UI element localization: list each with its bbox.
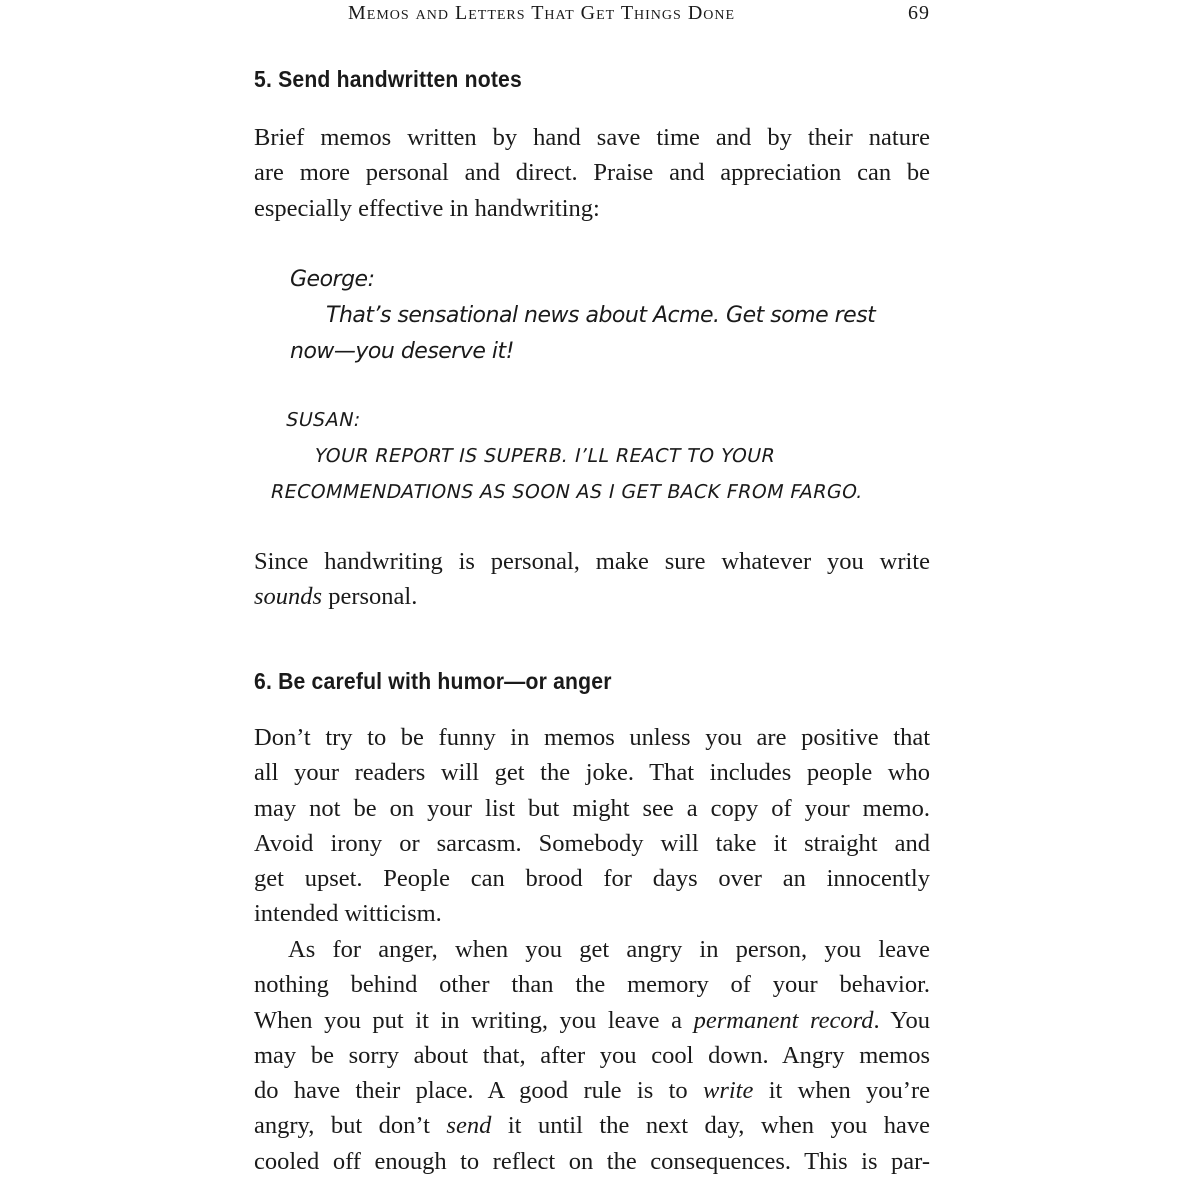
text-line <box>254 1073 930 1108</box>
text-line: Brief memos written by hand save time and by their nature <box>254 124 930 151</box>
text-fragment: it when you’re <box>753 1077 930 1105</box>
text-line: may be sorry about that, after you cool down. Angry memos <box>254 1041 930 1069</box>
section-5-intro <box>254 120 930 226</box>
text-line: are more personal and direct. Praise and appreciation can be <box>254 159 930 187</box>
text-line: especially effective in handwriting: <box>254 194 600 222</box>
section-6-heading: 6. Be careful with humor—or anger <box>254 668 612 694</box>
note-recipient: George: <box>290 267 375 292</box>
note-recipient: SUSAN: <box>283 409 363 431</box>
running-head-title: Memos and Letters That Get Things Done <box>348 2 736 24</box>
text-line: Since handwriting is personal, make sure whatever you write <box>254 548 930 575</box>
text-fragment: . You <box>873 1006 930 1034</box>
text-fragment: it until the next day, when you have <box>491 1112 930 1140</box>
text-fragment: When you put it in writing, you leave a <box>254 1006 694 1034</box>
text-fragment: angry, but don’t <box>254 1112 447 1140</box>
text-line: intended witticism. <box>254 900 442 928</box>
text-fragment: do have their place. A good rule is to <box>254 1077 703 1105</box>
note-line: YOUR REPORT IS SUPERB. I’LL REACT TO YOUR <box>312 445 778 467</box>
emphasis-text: sounds <box>254 583 323 611</box>
text-line: As for anger, when you get angry in person, you leave <box>288 936 930 963</box>
text-line <box>254 579 930 614</box>
text-line <box>254 1108 930 1143</box>
text-line: all your readers will get the joke. That includes people who <box>254 759 930 787</box>
text-line: get upset. People can brood for days over an innocently <box>254 865 930 893</box>
text-line: may not be on your list but might see a copy of your memo. <box>254 794 930 822</box>
text-fragment: personal. <box>322 583 418 611</box>
emphasis-text: write <box>702 1077 754 1105</box>
text-line: Don’t try to be funny in memos unless you are positive that <box>254 724 930 751</box>
running-head <box>348 2 930 26</box>
text-line: Avoid irony or sarcasm. Somebody will take it straight and <box>254 829 930 857</box>
text-line <box>254 1003 930 1038</box>
section-6-paragraph-1 <box>254 720 930 932</box>
section-5-heading: 5. Send handwritten notes <box>254 66 522 92</box>
note-line: now—you deserve it! <box>290 339 514 364</box>
page-number: 69 <box>908 2 930 24</box>
note-line: RECOMMENDATIONS AS SOON AS I GET BACK FROM FARGO. <box>268 481 866 503</box>
section-5-closing <box>254 544 930 615</box>
section-6-paragraph-2 <box>254 932 930 1179</box>
note-line: That’s sensational news about Acme. Get some rest <box>326 303 876 328</box>
handwritten-note-george <box>290 262 910 370</box>
emphasis-text: permanent record <box>693 1006 874 1034</box>
emphasis-text: send <box>446 1112 492 1140</box>
text-line: cooled off enough to reflect on the consequences. This is par- <box>254 1147 930 1175</box>
handwritten-note-susan <box>267 402 910 510</box>
text-line: nothing behind other than the memory of your behavior. <box>254 971 930 999</box>
